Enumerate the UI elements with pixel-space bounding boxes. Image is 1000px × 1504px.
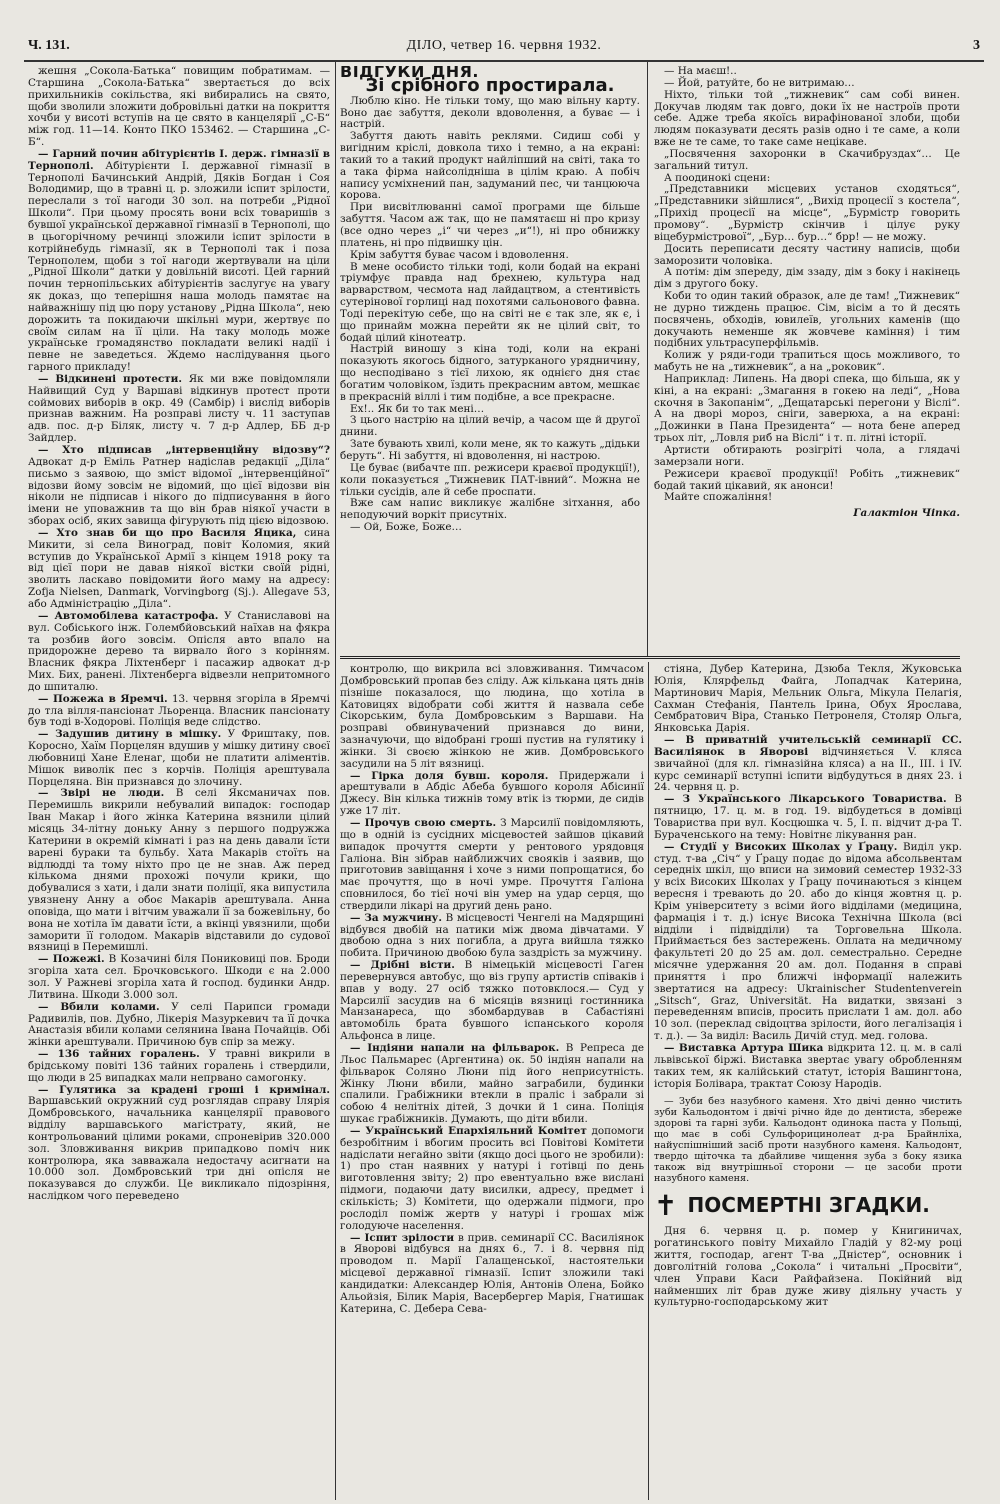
column-divider (335, 62, 336, 1500)
feature-bottom-rule (340, 656, 960, 659)
article-text: Це буває (вибачте пп. режисери краєвої продукції!), коли показується „Тижневик ПАТ-івний“. Можна не тільки сусідів, але й себе проспати. (340, 461, 640, 498)
obituaries-heading (654, 1189, 962, 1223)
column-divider (648, 662, 649, 1500)
article-text: сина Микити, зі села Виноград, повіт Коломия, який вступив до Української Армії з кінцем 1918 року та від цієї пори не давав ніякої вістки своїй рідні, зволить ласкаво повідомити його маму на адресу: Zofja Nielsen, Danmark, Vorvingborg (Sj.). Allegave 53, або Адміністрацію „Діла“. (28, 526, 330, 610)
orthodox-cross-icon: ✝ (654, 1189, 678, 1223)
article-paragraph (654, 244, 960, 268)
news-3-items (654, 664, 962, 1090)
article-paragraph (340, 498, 640, 522)
obituary-text: Дня 6. червня ц. р. помер у Книгиничах, рогатинського повіту Михайло Гладій у 82-му році життя, господар, агент Т-ва „Дністер“, основник і довголітній голова „Сокола“ і читальні „Просвіти“, член Управи Каси Райфайзена. Покійний від найменших літ брав дуже живу діяльну участь у культурно-господарському жит (654, 1225, 962, 1309)
article-text: В Козачині біля Пониковиці пов. Броди згоріла хата сел. Брочковського. Шкоди є на 2.000 зол. У Ражневі згоріла хата й господ. будинки Андр. Литвина. Шкоди 3.000 зол. (28, 953, 330, 1001)
article-paragraph (340, 439, 640, 463)
article-text: В німецькій місцевості Гаген перевернувся автобус, що віз групу артистів співаків і впав у воду. 27 осіб тяжко потовклося.— Суд у Марсилії засудив на 6 місяців вязниці гостинника Манзанареса, що збомбардував в Сабастіяні автомобіль брата бувшого іспанського короля Альфонса в лице. (340, 959, 644, 1043)
article-text: Як ми вже повідомляли Найвищий Суд у Варшаві відкинув протест проти соймових виборів в окр. 49 (Самбір) і вислід виборів признав важним. На розправі листу ч. 11 заступав адв. пос. д-р Біляк, листу ч. 7 д-р Адлер, ББ д-р Зайдлер. (28, 372, 330, 445)
article-heading: — Вбили колами. (38, 1000, 160, 1013)
article-paragraph (28, 954, 330, 1001)
article-heading: — За мужчину. (350, 911, 442, 924)
page-header (28, 38, 980, 58)
article-text: — На маєш!.. (664, 66, 737, 77)
article-paragraph (654, 469, 960, 493)
article-text: Адвокат д-р Еміль Ратнер надіслав редакції „Діла“ письмо з заявою, що зміст відомої „інтервенційної“ відозви йому зовсім не відомий, що цієї відозви він ніколи не підписав і нікого до підписування в його імени не уповажнив та що він брав ніякої участи в зборах осіб, яких завища фігурують під цією відозвою. (28, 455, 330, 528)
article-heading: — Дрібні вісти. (350, 959, 455, 972)
article-heading: — Прочув свою смерть. (350, 816, 497, 829)
article-paragraph (28, 611, 330, 694)
article-text: У травні викрили в брідському повіті 136 тайних горалень і ствердили, що люди в 25 випадках мали непрвано самогонку. (28, 1048, 330, 1084)
article-paragraph (654, 350, 960, 374)
article-paragraph (340, 131, 640, 202)
article-heading: — Студії у Високих Школах у Ґрацу. (664, 840, 898, 853)
article-paragraph (28, 528, 330, 611)
article-text: Режисери краєвої продукції! Робіть „тижневик“ бодай такий цікавий, як анонси! (654, 467, 960, 492)
article-paragraph (28, 1049, 330, 1085)
article-text: в прив. семинарії СС. Василіянок в Яворові відбувся на днях 6., 7. і 8. червня під проводом п. Марії Галащенської, настоятельки місцевої державної гімназії. Іспит зложили такі кандидатки: Александер Юлія, Антонів Олена, Бойко Альойзія, Білик Марія, Васербергер Марія, Гнатишак Катерина, С. Дебера Сева- (340, 1231, 644, 1315)
article-text: 13. червня згоріла в Яремчі до тла вілля-пансіонат Льоренца. Власник пансіонату був тоді в-Ходорові. Поліція веде слідство. (28, 692, 330, 729)
article-text: „Представники місцевих установ сходяться“, „Представники зійшлися“, „Вихід процесії з костела“, „Прихід процесії на місце“, „Бурмістр говорить промову“. „Бурмістр скінчив і цілує руку віцебурмістрової“, „Бур… бур…“ брр! — не можу. (654, 183, 960, 243)
issue-number: Ч. 131. (28, 38, 70, 53)
article-paragraph (654, 267, 960, 291)
article-text: Забуття дають навіть реклями. Сидиш собі у вигідним кріслі, довкола тихо і темно, а на екрані: такий то а такий продукт найліпший на світі, така то а така фірма найсолідніша в цілім краю. А побіч напису усміхнений пан, задуманий пес, чи танцююча корова. (340, 130, 640, 202)
article-paragraph (340, 960, 644, 1043)
article-paragraph (28, 1002, 330, 1049)
article-heading: — 136 тайних горалень. (38, 1048, 200, 1061)
article-text: допомоги безробітним і вбогим просить всі Повітові Комітети надіслати негайно звіти (якщо досі цього не зробили): 1) про стан наявних у натурі і готівці по день виготовлення звіту; 2) про евентуально вже вислані підмоги, подаючи дату висилки, адресу, предмет і скількість; 3) Комітети, що одержали підмоги, про рослоділ поміж жертв у натурі і грошах між голодуюче населення. (340, 1124, 644, 1232)
article-paragraph (654, 842, 962, 1043)
masthead-date: ДІЛО, четвер 16. червня 1932. (406, 38, 602, 53)
article-text: В місцевості Ченгелі на Мадярщині відбувся двобій на патики між двома дівчатами. У двобою одна з них погибла, а друга вийшла тяжко побита. Причиною двобою була заздрість за мужчину. (340, 911, 644, 960)
article-heading: — Виставка Артура Шика (664, 1042, 824, 1054)
article-text: Артисти обтирають розігріті чола, а глядачі замерзали ноги. (654, 444, 960, 468)
article-paragraph (28, 729, 330, 788)
article-heading: — Хто підписав „інтервенційну відозву“? (38, 444, 330, 456)
article-text: Люблю кіно. Не тільки тому, що маю вільну карту. Воно дає забуття, деколи вдоволення, а буває — і настрій. (340, 94, 640, 131)
article-paragraph (340, 1126, 644, 1233)
article-text: Майте спожаління! (664, 491, 773, 504)
article-paragraph (654, 1043, 962, 1090)
feature-column-right (654, 66, 960, 654)
article-paragraph (654, 184, 960, 243)
author-signature: Галактіон Чіпка. (853, 507, 960, 520)
feature-body-right (654, 66, 960, 504)
article-heading: — Задушив дитину в мішку. (38, 728, 222, 741)
article-text: В пятницю, 17. ц. м. в год. 19. відбудеться в домівці Товариства при вул. Косцюшка ч. 5, І. п. відчит д-ра Т. Бураченського на тему: Новітнє лікування ран. (654, 793, 962, 841)
article-paragraph (340, 344, 640, 403)
obituaries-title: ПОСМЕРТНІ ЗГАДКИ. (687, 1193, 930, 1218)
article-text: Ніхто, тільки той „тижневик“ сам собі винен. Докучав людям так довго, доки їх не настроїв проти себе. Адже треба якоїсь вирафінованої злоби, щоби людям показувати десять разів одно і те саме, а коли вже не те саме, то таке саме нецікаве. (654, 88, 960, 149)
article-text: Колиж у ряди-годи трапиться щось можливого, то мабуть не на „тижневик“, а на „роковик“. (654, 349, 960, 374)
article-paragraph (654, 794, 962, 841)
article-paragraph (28, 445, 330, 528)
article-heading: — Пожежа в Яремчі. (38, 692, 168, 705)
article-text: В селі Яксманичах пов. Перемишль викрили небувалий випадок: господар Іван Макар і його жінка Катерина вязнили цілий місяць 34-літну доньку Анну з першого подружжа Катерини в окремій кімнаті і раз на день давали їсти варені бураки та бульбу. Хата Макарів стоїть на відлюдді та тому ніхто про це не знав. Аж перед кількома днями прохожі почули крики, що добувалися з хати, і дали знати поліції, яка випустила увязнену Анну а обоє Макарів арештувала. Анна оповіда, що мати і вітчим уважали її за божевільну, бо вона не хотіла їм давати їсти, а вкінці увязнили, щоби заморити її голодом. Макарів відставили до судової вязниці в Перемишлі. (28, 787, 330, 954)
article-text: Крім забуття буває часом і вдоволення. (350, 248, 569, 261)
article-text: З Марсилії повідомляють, що в одній із сусідних місцевостей зайшов цікавий випадок прочуття смерти у рентового урядовця Галіона. Він зібрав найближчих свояків і заявив, що приготовив завіщання і хоче з ними попрощатися, бо має прочуття, що в ночі умре. Прочуття Галіона сповнилося, бо тієї ночі він умер на удар серця, що ствердили лікарі на другий день рано. (340, 816, 644, 912)
article-text: А потім: дім зпереду, дім ззаду, дім з боку і накінець дім з другого боку. (654, 266, 960, 291)
page-number: 3 (973, 38, 980, 53)
article-text: жешня „Сокола-Батька“ повищим побратимам. — Старшина „Сокола-Батька“ звертається до всіх прихильників сокільства, які вибирались на свято, щоби зволили зложити добровільні датки на покриття хочби у висоті вступів на це свято в канцелярії „С-Б“ між год. 11—14. Конто ПКО 153462. — Старшина „С-Б“. (28, 66, 330, 149)
article-text: З цього настрію на цілий вечір, а часом ще й другої днини. (340, 414, 640, 439)
article-paragraph (340, 1233, 644, 1316)
article-text: — Ой, Боже, Боже… (350, 521, 462, 534)
toothpaste-advertisement: — Зуби без назубного каменя. Хто двічі денно чистить зуби Кальодонтом і двічі річно йде до дентиста, збереже здорові та гарні зуби. Кальодонт одинока паста у Польщі, що має в собі Сульфорицинолеат д-ра Брайнліха, найуспішніший засіб проти назубного каменя. Кальодонт, твердо щіточка та дбайливе чищення зуба з боку язика також від внутрішньої сторони — це засоби проти назубного каменя. (654, 1096, 962, 1185)
rubric-title: ВІДГУКИ ДНЯ. (340, 66, 480, 81)
article-paragraph (340, 262, 640, 345)
article-heading: — Індіяни напали на фільварок. (350, 1042, 560, 1054)
article-text: У Фриштаку, пов. Коросно, Хаїм Порцелян вдушив у мішку дитину своєї любовниці Хане Еленаг, щоби не платити аліментів. Мішок виволік пес з корчів. Поліція арештувала Порцеляна. Він признався до злочину. (28, 728, 330, 788)
column-divider (647, 62, 648, 656)
article-text: У Станиславові на вул. Собіського інж. Голембйовський наїхав на фякра та розбив його зовсім. Опісля авто впало на придорожне дерево та вирвало його з корінням. Власник фякра Ліхтенберг і пасажир адвокат д-р Мих. Бих, ранені. Ліхтенберга відвезли непритомного до шпиталю. (28, 609, 330, 693)
article-heading: — В приватній учительській семинарії СС. Василіянок в Яворові (654, 734, 962, 758)
article-paragraph (340, 96, 640, 132)
article-paragraph (28, 788, 330, 954)
article-paragraph (340, 202, 640, 249)
article-paragraph (340, 664, 644, 771)
article-heading: — Хто знав би що про Василя Яцика, (38, 526, 297, 539)
article-text: відчиняється V. кляса звичайної (для кл. гімназійна кляса) а на II., III. і IV. курс семинарії вступні іспити відбудуться в днях 23. і 24. червня ц. р. (654, 745, 962, 794)
article-paragraph (654, 664, 962, 735)
article-text: Придержали і арештували в Абдіс Абеба бувшого короля Абісинії Джесу. Він кілька тижнів тому втік із тюрми, де сидів уже 17 літ. (340, 769, 644, 818)
article-text: Абітурієнти І. державної гімназії в Тернополі Бачинський Андрій, Дяків Богдан і Соя Володимир, що в травні ц. р. зложили іспит зрілости, переслали з тої нагоди 30 зол. на потреби „Рідної Школи“. При цьому просять вони всіх товаришів з бувшої української державної гімназії в Тернополі, що в цьогорічному речинці зложили іспит зрілости в котрійнебудь гімназії, як в Тернополі так і поза Тернополем, щоби з тої нагоди жертвували на ціли „Рідної Школи“ датки у довільній висоті. Цей гарний почин тернопільських абітурієнтів заслугує на увагу як доказ, що теперішня наша молодь памятає на найважнішу під цю пору установу „Рідна Школа“, нею дорожить та покидаючи шкільні мури, жертвує по своїм силам на її ціли. На таку молодь може українське громадянство покладати великі надії і певне не заведеться. Ждемо наслідування цього гарного прикладу! (28, 159, 330, 374)
article-text: При висвітлюванні самої програми ще більше забуття. Часом аж так, що не памятаєш ні про кризу (все одно через „і“ чи через „и“!), ні про обнижку платень, ні про підвишку цін. (340, 201, 640, 249)
article-text: Коби то один такий образок, але де там! „Тижневик“ не дурно тиждень працює. Сім, вісім а то й десять посвячень, обходів, ювилеїв, угольних каменів (що докучають неменше як жовчеве каміння) і тим подібних ультрасуперфільмів. (654, 290, 960, 350)
article-paragraph (654, 374, 960, 445)
article-paragraph (340, 818, 644, 913)
feature-column-left (340, 66, 640, 654)
article-text: В мене особисто тільки тоді, коли бодай на екрані тріумфує правда над брехнею, культура над варварством, чесмота над лайдацтвом, а стентивість сутерінової горлиці над похотями сальонового фавна. Тоді перекітую себе, що на світі не є так зле, як є, і що принайм можна перейти як не цілий світ, то бодай цілий кінотеатр. (340, 260, 640, 344)
article-paragraph (654, 492, 960, 504)
article-paragraph (340, 771, 644, 818)
article-text: — Йой, ратуйте, бо не витримаю… (664, 76, 855, 89)
article-heading: — Звірі не люди. (38, 787, 165, 800)
article-heading: — З Українського Лікарського Товариства. (664, 793, 947, 806)
article-heading: — Гарний почин абітурієнтів І. держ. гімназії в Тернополі. (28, 147, 330, 172)
column-news-3 (654, 664, 962, 1500)
article-text: „Посвячення захоронки в Скачибруздах“… Це загальний титул. (654, 147, 960, 172)
article-text: Виділ укр. студ. т-ва „Січ“ у Ґрацу подає до відома абсольвентам середніх шкіл, що вписи на зимовий семестер 1932-33 у всіх Високих Школах у Ґрацу починаються з кінцем вересня і тревають до 20. або до кінця жовтня ц. р. Крім університету з всіми його відділами (медицина, фармація і т. д.) існує Висока Технічна Школа (всі відділи і підвідділи) та Торговельна Школа. Приймається без застережень. Оплата на медичному факультеті 20 до 25 ам. дол. семестрально. Середне місячне удержання 20 ам. дол. Подання в справі приняття і про ближчі інформації належить звертатися на адресу: Ukrainischer Studentenverein „Sitsch“, Graz, Universität. На видатки, звязані з переведенням вписів, просить прислати 1 ам. дол. або 10 зол. (переклад свідоцтва зрілости, його легалізація і т. д.). — За виділ: Василь Дичій студ. мед. голова. (654, 840, 962, 1043)
article-paragraph (28, 66, 330, 149)
article-heading: — Автомобілева катастрофа. (38, 609, 219, 622)
article-paragraph (28, 1085, 330, 1203)
article-text: контролю, що викрила всі зловживання. Тимчасом Домбровський пропав без сліду. Аж кількана цять днів пізніше показалося, що людина, що хотіла в Катовицях відобрати собі життя й назвала себе Сікорським, була Домбровським з Варшави. На розправі обвинувачений признався до вини, зазначуючи, що відобрані гроші пустив на гулятику і жінки. Зі своєю жінкою не жив. Домбровського засудили на 5 літ вязниці. (340, 664, 644, 770)
article-text: В Репреса де Льос Пальмарес (Аргентина) ок. 50 індіян напали на фільварок Соляно Люни під його неприсутність. Жінку Люни вбили, майно заграбили, будинки спалили. Грабіжники втекли в праліс і забрали зі собою 4 нелітніх дітей, 3 дочки й 1 сина. Поліція шукає грабіжників. Думають, що діти вбили. (340, 1042, 644, 1126)
article-text: А поодинокі сцени: (664, 171, 771, 184)
article-paragraph (340, 463, 640, 499)
article-text: Зате бувають хвилі, коли мене, як то кажуть „дідьки беруть“. Ні забуття, ні вдоволення, ні настрою. (340, 438, 640, 462)
feature-body-left (340, 96, 640, 534)
article-heading: — Український Епархіяльний Комітет (350, 1124, 587, 1137)
article-heading: — Гулятика за крадені гроші і кримінал. (38, 1083, 330, 1096)
article-heading: — Гірка доля бувш. короля. (350, 769, 549, 782)
article-heading: — Відкинені протести. (38, 372, 182, 385)
article-text: Ех!.. Як би то так мені… (350, 402, 485, 415)
header-rule (24, 60, 984, 62)
article-paragraph (654, 735, 962, 794)
column-news-2 (340, 664, 644, 1500)
column-news-1 (28, 66, 330, 1498)
article-heading: — Пожежі. (38, 953, 105, 966)
article-heading: — Іспит зрілости (350, 1231, 455, 1244)
article-text: Варшавський окружний суд розглядав справу Ілярія Домбровського, начальника канцелярії правового відділу варшавського магістрату, який, не контрольований цілими роками, спроневірив 320.000 зол. Зловживання викрив припадково поміч ник контролюра, яка завважала недостачу асигнати на 10.000 зол. Домбровський три дні опісля не показувався до служби. Це викликало підозріння, наслідком чого переведено (28, 1095, 330, 1203)
article-paragraph (654, 90, 960, 149)
article-paragraph (340, 415, 640, 439)
article-paragraph (28, 694, 330, 730)
article-paragraph (28, 149, 330, 374)
article-paragraph (654, 291, 960, 350)
article-text: Настрій виношу з кіна тоді, коли на екрані показують якогось бідного, затурканого урядничину, що несподівано з тієї лихою, як однієго дня стає богатим чоловіком, їздить прекрасним автом, мешкає в прекрасній віллі і тим подібне, а все прекрасне. (340, 343, 640, 403)
article-text: відкрита 12. ц. м. в салі львівської біржі. Виставка звертає увагу обробленням таких тем, як калійський статут, історія Вашингтона, історія Болівара, трактат Союзу Народів. (654, 1042, 962, 1090)
article-text: Досить переписати десяту частину написів, щоби заморозити чоловіка. (654, 242, 960, 267)
article-paragraph (340, 522, 640, 534)
article-text: Наприклад: Липень. На дворі спека, що більша, як у кіні, а на екрані: „Змагання в гокею на леді“, „Нова скочня в Закопанім“, „Дещатарські перегони у Віслі“. А на дворі мороз, сніги, заверюха, а на екрані: „Дожинки в Пана Президента“ — нота бене аперед трьох літ, „Ловля риб на Віслі“ і т. п. літні історії. (654, 372, 960, 445)
article-text: Вже сам напис викликує жалібне зітхання, або неподуючий воркіт присутніх. (340, 497, 640, 522)
article-paragraph (654, 149, 960, 173)
article-paragraph (340, 913, 644, 960)
feature-title: Зі срібного простирала. (365, 74, 615, 96)
article-paragraph (340, 1043, 644, 1126)
article-text: стіяна, Дубер Катерина, Дзюба Текля, Жуковська Юлія, Клярфельд Файга, Лопадчак Катерина, Мартинович Марія, Мельник Ольга, Мікула Пелагія, Сахман Стефанія, Пантель Ірина, Обух Ярослава, Сембратович Віра, Станько Петронеля, Столяр Ольга, Янковська Дарія. (654, 664, 962, 735)
article-paragraph (28, 374, 330, 445)
article-paragraph (654, 445, 960, 469)
article-text: У селі Парипси громади Радивилів, пов. Дубно, Лікерія Мазуркевич та її дочка Анастазія вбили колами селянина Івана Почайців. Обі жінки арештували. Причиною був спір за межу. (28, 1000, 330, 1049)
